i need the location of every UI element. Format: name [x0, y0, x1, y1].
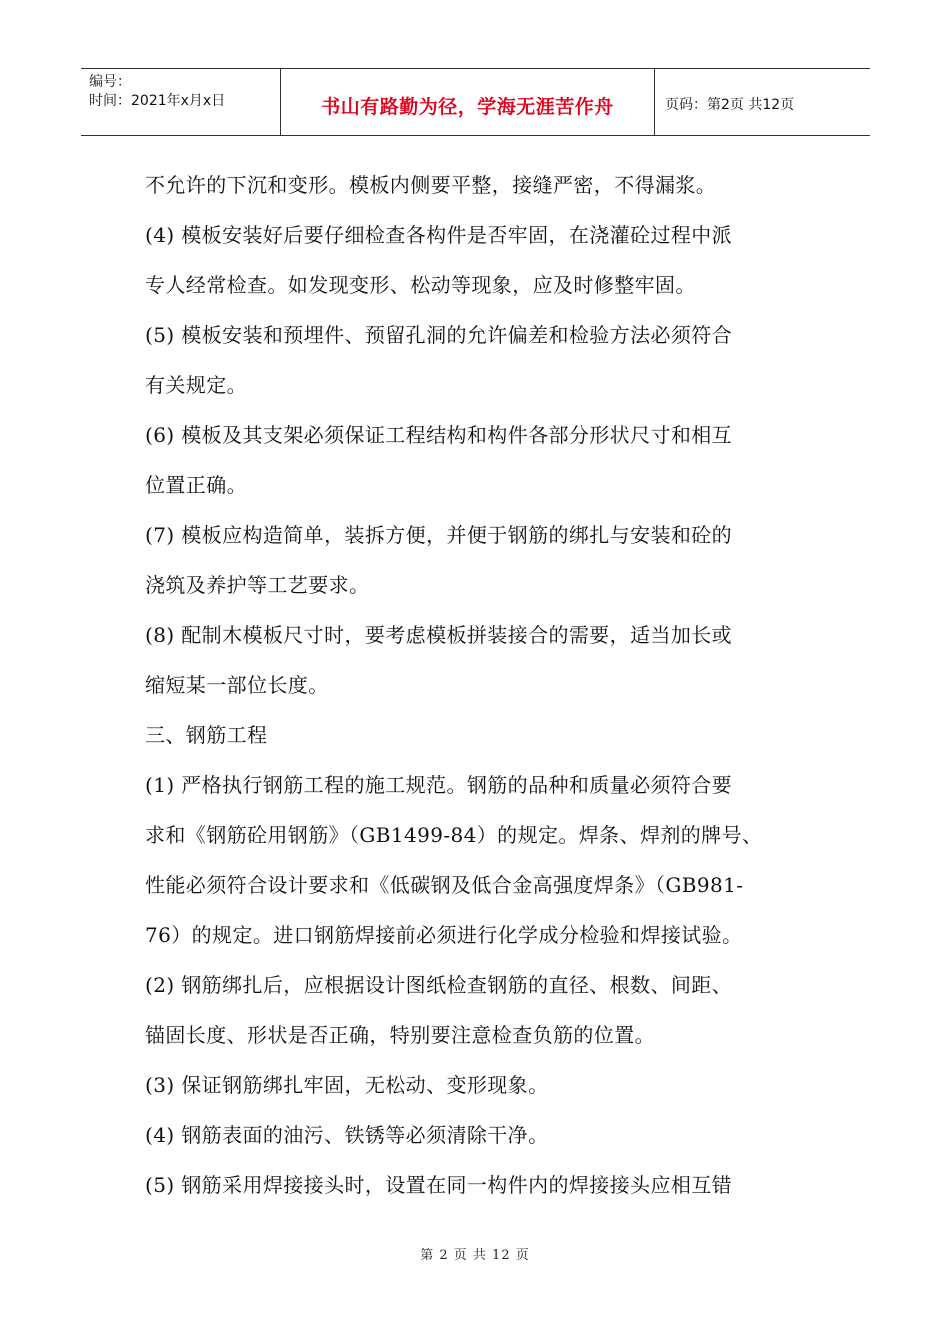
section-heading: 三、钢筋工程 [145, 723, 268, 747]
header-motto: 书山有路勤为径，学海无涯苦作舟 [281, 69, 655, 135]
page-header [81, 68, 870, 136]
body-line: (5) 钢筋采用焊接接头时，设置在同一构件内的焊接接头应相互错 [145, 1173, 733, 1197]
body-line: (4) 钢筋表面的油污、铁锈等必须清除干净。 [145, 1123, 549, 1147]
document-body [145, 160, 815, 1210]
body-line: (3) 保证钢筋绑扎牢固，无松动、变形现象。 [145, 1073, 549, 1097]
body-line: 有关规定。 [145, 373, 247, 397]
body-line: 76）的规定。进口钢筋焊接前必须进行化学成分检验和焊接试验。 [145, 923, 743, 947]
body-line: 锚固长度、形状是否正确，特别要注意检查负筋的位置。 [145, 1023, 655, 1047]
body-line: (6) 模板及其支架必须保证工程结构和构件各部分形状尺寸和相互 [145, 423, 733, 447]
body-line: 不允许的下沉和变形。模板内侧要平整，接缝严密，不得漏浆。 [145, 173, 717, 197]
document-date: 时间：2021年x月x日 [89, 93, 226, 109]
body-line: 浇筑及养护等工艺要求。 [145, 573, 370, 597]
page-footer: 第 2 页 共 12 页 [420, 1248, 530, 1263]
header-page-info: 页码：第2页 共12页 [665, 97, 795, 113]
body-line: 求和《钢筋砼用钢筋》（GB1499-84）的规定。焊条、焊剂的牌号、 [145, 823, 763, 847]
body-line: (8) 配制木模板尺寸时，要考虑模板拼装接合的需要，适当加长或 [145, 623, 733, 647]
body-line: (2) 钢筋绑扎后，应根据设计图纸检查钢筋的直径、根数、间距、 [145, 973, 733, 997]
body-line: (5) 模板安装和预埋件、预留孔洞的允许偏差和检验方法必须符合 [145, 323, 733, 347]
body-line: 专人经常检查。如发现变形、松动等现象，应及时修整牢固。 [145, 273, 696, 297]
body-line: (4) 模板安装好后要仔细检查各构件是否牢固，在浇灌砼过程中派 [145, 223, 733, 247]
body-line: (7) 模板应构造简单，装拆方便，并便于钢筋的绑扎与安装和砼的 [145, 523, 733, 547]
body-line: (1) 严格执行钢筋工程的施工规范。钢筋的品种和质量必须符合要 [145, 773, 733, 797]
header-meta [81, 69, 281, 135]
body-line: 位置正确。 [145, 473, 247, 497]
document-number-label: 编号： [89, 74, 131, 90]
body-line: 缩短某一部位长度。 [145, 673, 329, 697]
body-line: 性能必须符合设计要求和《低碳钢及低合金高强度焊条》（GB981- [145, 873, 744, 897]
